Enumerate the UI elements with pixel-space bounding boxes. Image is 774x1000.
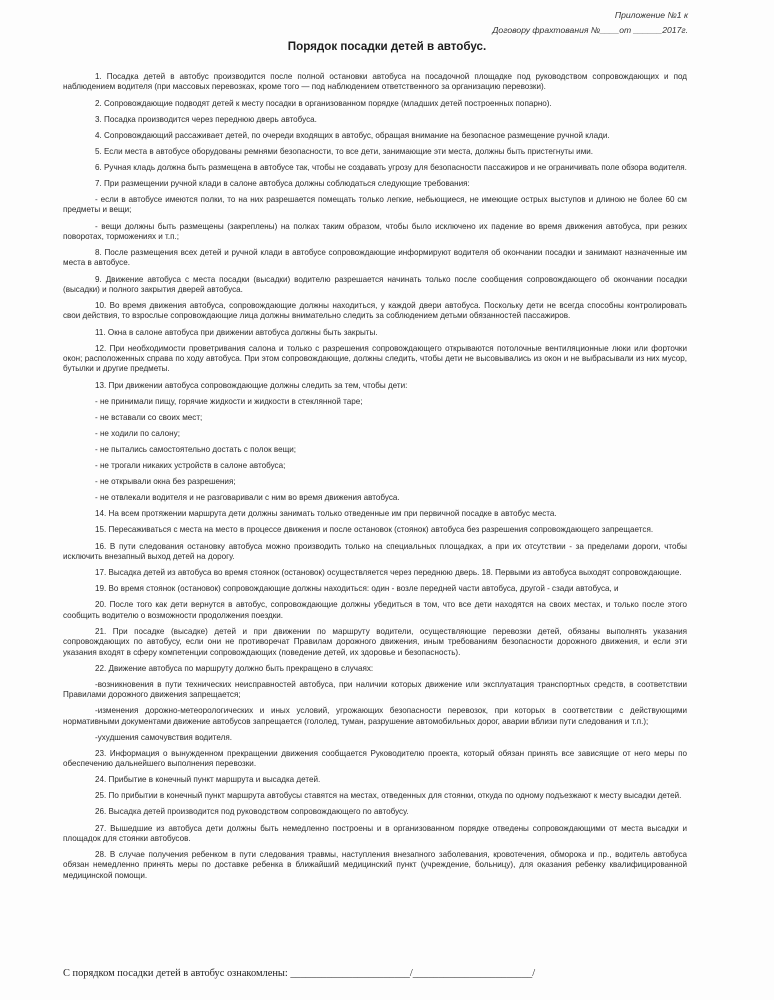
document-title: Порядок посадки детей в автобус. — [287, 40, 487, 53]
paragraph: - не пытались самостоятельно достать с полок вещи; — [95, 444, 297, 454]
paragraph: 14. На всем протяжении маршрута дети должны занимать только отведенные им при первичной посадке в автобус места. — [95, 509, 557, 519]
paragraph: 1. Посадка детей в автобус производится после полной остановки автобуса на посадочной площадке под руководством сопровождающих и под наблюдением водителя (при массовых перевозках, кроме того — под наблюдением ответственного за организацию перевозки). — [63, 72, 687, 92]
contract-reference: Договору фрахтования №____от ______2017г. — [492, 25, 688, 35]
paragraph: 26. Высадка детей производится под руководством сопровождающего по автобусу. — [95, 807, 409, 817]
paragraph: 17. Высадка детей из автобуса во время стоянок (остановок) осуществляется через переднюю дверь. 18. Первыми из автобуса выходят сопровождающие. — [95, 568, 682, 577]
paragraph: -ухудшения самочувствия водителя. — [95, 732, 233, 742]
paragraph: - не отвлекали водителя и не разговаривали с ним во время движения автобуса. — [95, 493, 400, 503]
paragraph: - не трогали никаких устройств в салоне автобуса; — [95, 461, 286, 471]
paragraph: - если в автобусе имеются полки, то на них разрешается помещать только легкие, небьющиеся, не имеющие острых выступов и длиною не более 60 см предметы и вещи; — [63, 195, 687, 215]
paragraph: 2. Сопровождающие подводят детей к месту посадки в организованном порядке (младших детей построенных попарно). — [95, 98, 552, 108]
paragraph: 6. Ручная кладь должна быть размещена в автобусе так, чтобы не создавать угрозу для безопасности пассажиров и не ограничивать поле обзора водителя. — [95, 162, 687, 172]
paragraph: 15. Пересаживаться с места на место в процессе движения и после остановок (стоянок) автобуса без разрешения сопровождающего запрещается. — [95, 525, 654, 535]
paragraph: 9. Движение автобуса с места посадки (высадки) водителю разрешается начинать только после сообщения сопровождающего об окончании посадки (высадки) и полного закрытия дверей автобуса. — [63, 274, 687, 294]
paragraph: 12. При необходимости проветривания салона и только с разрешения сопровождающего открываются потолочные вентиляционные люки или форточки окон; расположенных справа по ходу автобуса. При этом сопровождающие, должны следить, чтобы дети не высовывались из окон и не выбрасывали из них мусор, бутылки и другие предметы. — [63, 343, 687, 374]
paragraph: 7. При размещении ручной клади в салоне автобуса должны соблюдаться следующие требования: — [95, 178, 470, 188]
paragraph: 22. Движение автобуса по маршруту должно быть прекращено в случаях: — [95, 663, 374, 673]
paragraph: 4. Сопровождающий рассаживает детей, по очереди входящих в автобус, обращая внимание на безопасное размещение ручной клади. — [95, 130, 610, 140]
paragraph: 28. В случае получения ребенком в пути следования травмы, наступления внезапного заболевания, кровотечения, обморока и пр., водитель автобуса обязан немедленно принять меры по доставке ребенка в ближайший медицинский пункт (учреждение, больницу), для оказания ребенку квалифицированной медицинской помощи. — [63, 850, 687, 880]
paragraph: 24. Прибытие в конечный пункт маршрута и высадка детей. — [95, 775, 321, 785]
paragraph: 16. В пути следования остановку автобуса можно производить только на специальных площадках, а при их отсутствии - за пределами дороги, чтобы исключить внезапный выход детей на дорогу. — [63, 541, 687, 561]
paragraph: 19. Во время стоянок (остановок) сопровождающие должны находиться: один - возле передней части автобуса, другой - сзади автобуса, и — [95, 584, 619, 594]
paragraph: 20. После того как дети вернутся в автобус, сопровождающие должны убедиться в том, что все дети находятся на своих местах, и только после этого сообщить водителю о возможности продолжения поездки. — [63, 600, 687, 620]
acknowledgement-signature-line: С порядком посадки детей в автобус ознакомлены: _______________________/_______________________/ — [63, 968, 536, 979]
paragraph: - не вставали со своих мест; — [95, 412, 203, 422]
paragraph: -возникновения в пути технических неисправностей автобуса, при наличии которых движение или эксплуатация транспортных средств, в соответствии Правилами дорожного движения запрещается; — [63, 679, 687, 700]
paragraph: - не ходили по салону; — [95, 428, 180, 438]
document-body — [63, 72, 687, 887]
paragraph: -изменения дорожно-метеорологических и иных условий, угрожающих безопасности перевозок, при которых в соответствии с действующими нормативными документами движение автобусов запрещается (гололед, туман, разрушение автомобильных дорог, аварии вблизи пути следования и т.п.); — [63, 706, 687, 726]
paragraph: 10. Во время движения автобуса, сопровождающие должны находиться, у каждой двери автобуса. Поскольку дети не всегда способны контролировать свои действия, то взрослые сопровождающие лица должны внимательно следить за соблюдением детьми обязанностей пассажиров. — [63, 301, 687, 321]
paragraph: 5. Если места в автобусе оборудованы ремнями безопасности, то все дети, занимающие эти места, должны быть пристегнуты ими. — [95, 146, 594, 156]
appendix-note: Приложение №1 к — [614, 10, 688, 20]
paragraph: 23. Информация о вынужденном прекращении движения сообщается Руководителю проекта, который обязан принять все зависящие от него меры по обеспечению дальнейшего выполнения перевозки. — [63, 748, 687, 769]
paragraph: 11. Окна в салоне автобуса при движении автобуса должны быть закрыты. — [95, 327, 378, 337]
paragraph: - не принимали пищу, горячие жидкости и жидкости в стеклянной таре; — [95, 396, 363, 406]
paragraph: - вещи должны быть размещены (закреплены) на полках таким образом, чтобы было исключено их падение во время движения автобуса, при резких поворотах, торможениях и т.п.; — [63, 221, 687, 241]
paragraph: 8. После размещения всех детей и ручной клади в автобусе сопровождающие информируют водителя об окончании посадки и занимают назначенные им места в автобусе. — [63, 248, 687, 268]
paragraph: 27. Вышедшие из автобуса дети должны быть немедленно построены и в организованном порядке отведены сопровождающими от места высадки и площадок для стоянки автобусов. — [63, 823, 687, 843]
paragraph: 21. При посадке (высадке) детей и при движении по маршруту водители, осуществляющие перевозки детей, обязаны выполнять указания сопровождающих по автобусу, если они не противоречат Правилам дорожного движения, иным требованиям безопасности дорожного движения, и если эти указания входят в сферу компетенции сопровождающих (поведение детей, их здоровье и безопасность). — [63, 626, 687, 657]
paragraph: 25. По прибытии в конечный пункт маршрута автобусы ставятся на местах, отведенных для стоянки, откуда по одному подъезжают к месту высадки детей. — [95, 791, 682, 801]
paragraph: 3. Посадка производится через переднюю дверь автобуса. — [95, 114, 317, 124]
paragraph: 13. При движении автобуса сопровождающие должны следить за тем, чтобы дети: — [95, 380, 408, 390]
paragraph: - не открывали окна без разрешения; — [95, 477, 236, 487]
